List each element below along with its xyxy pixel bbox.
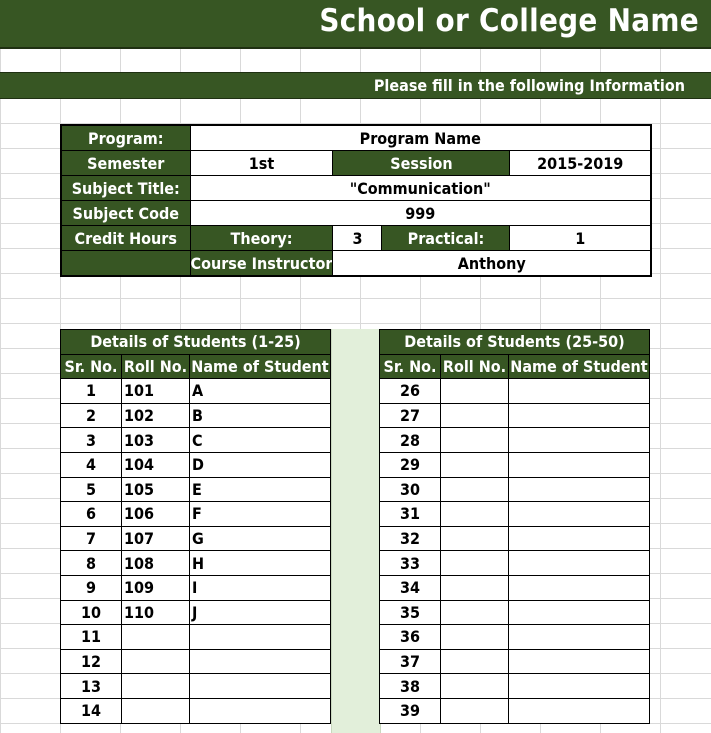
separator-column xyxy=(331,329,381,733)
left-cell-name[interactable]: J xyxy=(190,600,331,625)
right-cell-name[interactable] xyxy=(509,649,650,674)
right-cell-name[interactable] xyxy=(509,698,650,723)
semester-value[interactable]: 1st xyxy=(190,151,333,176)
right-cell-roll[interactable] xyxy=(441,526,509,551)
right-cell-name[interactable] xyxy=(509,403,650,428)
practical-label[interactable]: Practical: xyxy=(382,226,510,251)
left-cell-roll[interactable] xyxy=(122,698,190,723)
left-cell-roll[interactable]: 105 xyxy=(122,477,190,502)
left-cell-name[interactable] xyxy=(190,674,331,699)
program-label[interactable]: Program: xyxy=(61,125,190,151)
right-header-sr[interactable]: Sr. No. xyxy=(380,354,441,379)
left-cell-sr[interactable]: 13 xyxy=(61,674,122,699)
left-cell-roll[interactable]: 109 xyxy=(122,575,190,600)
right-cell-name[interactable] xyxy=(509,502,650,527)
right-header-name[interactable]: Name of Student xyxy=(509,354,650,379)
table-row xyxy=(380,477,650,502)
info-banner-text[interactable]: Please fill in the following Information xyxy=(373,76,685,95)
table-row xyxy=(380,428,650,453)
table-row xyxy=(380,600,650,625)
left-cell-name[interactable] xyxy=(190,649,331,674)
right-cell-name[interactable] xyxy=(509,575,650,600)
left-cell-sr[interactable]: 4 xyxy=(61,452,122,477)
right-cell-sr[interactable]: 34 xyxy=(380,575,441,600)
left-cell-sr[interactable]: 6 xyxy=(61,502,122,527)
right-cell-name[interactable] xyxy=(509,379,650,404)
practical-value[interactable]: 1 xyxy=(510,226,651,251)
right-cell-roll[interactable] xyxy=(441,698,509,723)
left-header-roll[interactable]: Roll No. xyxy=(122,354,190,379)
right-cell-roll[interactable] xyxy=(441,477,509,502)
right-cell-sr[interactable]: 26 xyxy=(380,379,441,404)
credit-hours-label[interactable]: Credit Hours xyxy=(61,226,190,251)
right-cell-sr[interactable]: 36 xyxy=(380,625,441,650)
right-cell-roll[interactable] xyxy=(441,600,509,625)
table-row xyxy=(380,551,650,576)
instructor-value[interactable]: Anthony xyxy=(333,251,651,277)
right-cell-roll[interactable] xyxy=(441,625,509,650)
semester-label[interactable]: Semester xyxy=(61,151,190,176)
table-row xyxy=(380,379,650,404)
right-cell-sr[interactable]: 38 xyxy=(380,674,441,699)
table-row xyxy=(61,526,331,551)
right-cell-sr[interactable]: 39 xyxy=(380,698,441,723)
left-cell-sr[interactable]: 10 xyxy=(61,600,122,625)
left-cell-roll[interactable]: 102 xyxy=(122,403,190,428)
instructor-label[interactable]: Course Instructor xyxy=(190,251,333,277)
right-cell-roll[interactable] xyxy=(441,674,509,699)
subject-code-value[interactable]: 999 xyxy=(190,201,651,226)
table-row xyxy=(380,403,650,428)
right-cell-sr[interactable]: 32 xyxy=(380,526,441,551)
table-row xyxy=(61,575,331,600)
program-value[interactable]: Program Name xyxy=(190,125,651,151)
table-row xyxy=(61,649,331,674)
left-cell-sr[interactable]: 8 xyxy=(61,551,122,576)
left-cell-roll[interactable]: 110 xyxy=(122,600,190,625)
left-cell-roll[interactable]: 106 xyxy=(122,502,190,527)
right-cell-name[interactable] xyxy=(509,625,650,650)
right-header-roll[interactable]: Roll No. xyxy=(441,354,509,379)
left-header-name[interactable]: Name of Student xyxy=(190,354,331,379)
left-cell-roll[interactable]: 108 xyxy=(122,551,190,576)
right-cell-roll[interactable] xyxy=(441,551,509,576)
left-cell-name[interactable]: F xyxy=(190,502,331,527)
left-cell-sr[interactable]: 7 xyxy=(61,526,122,551)
page-title[interactable]: School or College Name xyxy=(319,3,699,39)
table-row xyxy=(61,379,331,404)
students-table-left xyxy=(60,329,331,724)
left-cell-name[interactable]: I xyxy=(190,575,331,600)
title-banner xyxy=(0,0,711,49)
left-cell-sr[interactable]: 9 xyxy=(61,575,122,600)
left-cell-roll[interactable] xyxy=(122,674,190,699)
left-cell-name[interactable] xyxy=(190,698,331,723)
table-row xyxy=(61,551,331,576)
subject-title-value[interactable]: "Communication" xyxy=(190,176,651,201)
right-cell-name[interactable] xyxy=(509,600,650,625)
right-cell-sr[interactable]: 35 xyxy=(380,600,441,625)
session-label[interactable]: Session xyxy=(333,151,510,176)
right-table-title[interactable]: Details of Students (25-50) xyxy=(380,330,650,355)
left-cell-roll[interactable] xyxy=(122,625,190,650)
left-cell-sr[interactable]: 11 xyxy=(61,625,122,650)
table-row xyxy=(61,625,331,650)
table-row xyxy=(380,502,650,527)
table-row xyxy=(380,698,650,723)
table-row xyxy=(380,674,650,699)
right-cell-sr[interactable]: 29 xyxy=(380,452,441,477)
right-cell-sr[interactable]: 30 xyxy=(380,477,441,502)
left-cell-name[interactable]: A xyxy=(190,379,331,404)
table-row xyxy=(61,428,331,453)
right-cell-name[interactable] xyxy=(509,674,650,699)
left-cell-roll[interactable]: 107 xyxy=(122,526,190,551)
table-row xyxy=(61,502,331,527)
course-info-table xyxy=(60,124,652,277)
left-header-sr[interactable]: Sr. No. xyxy=(61,354,122,379)
right-cell-sr[interactable]: 37 xyxy=(380,649,441,674)
info-banner xyxy=(0,72,711,99)
left-cell-sr[interactable]: 2 xyxy=(61,403,122,428)
left-cell-sr[interactable]: 1 xyxy=(61,379,122,404)
left-cell-roll[interactable]: 103 xyxy=(122,428,190,453)
right-cell-name[interactable] xyxy=(509,452,650,477)
left-cell-name[interactable]: D xyxy=(190,452,331,477)
right-cell-roll[interactable] xyxy=(441,379,509,404)
left-cell-name[interactable]: B xyxy=(190,403,331,428)
right-cell-roll[interactable] xyxy=(441,403,509,428)
table-row xyxy=(61,600,331,625)
theory-label[interactable]: Theory: xyxy=(190,226,333,251)
left-cell-roll[interactable]: 104 xyxy=(122,452,190,477)
right-cell-roll[interactable] xyxy=(441,502,509,527)
right-cell-sr[interactable]: 28 xyxy=(380,428,441,453)
left-cell-name[interactable]: E xyxy=(190,477,331,502)
table-row xyxy=(61,477,331,502)
table-row xyxy=(61,698,331,723)
table-row xyxy=(380,452,650,477)
left-cell-sr[interactable]: 3 xyxy=(61,428,122,453)
left-table-title[interactable]: Details of Students (1-25) xyxy=(61,330,331,355)
table-row xyxy=(380,649,650,674)
right-cell-roll[interactable] xyxy=(441,428,509,453)
right-cell-sr[interactable]: 33 xyxy=(380,551,441,576)
left-cell-roll[interactable]: 101 xyxy=(122,379,190,404)
left-cell-sr[interactable]: 5 xyxy=(61,477,122,502)
left-cell-name[interactable]: G xyxy=(190,526,331,551)
table-row xyxy=(380,526,650,551)
right-cell-name[interactable] xyxy=(509,551,650,576)
right-cell-name[interactable] xyxy=(509,526,650,551)
right-cell-sr[interactable]: 31 xyxy=(380,502,441,527)
left-cell-sr[interactable]: 12 xyxy=(61,649,122,674)
left-cell-roll[interactable] xyxy=(122,649,190,674)
instructor-label-spacer[interactable] xyxy=(61,251,190,277)
session-value[interactable]: 2015-2019 xyxy=(510,151,651,176)
table-row xyxy=(61,403,331,428)
subject-code-label[interactable]: Subject Code xyxy=(61,201,190,226)
left-cell-name[interactable] xyxy=(190,625,331,650)
right-cell-roll[interactable] xyxy=(441,452,509,477)
students-table-right xyxy=(379,329,650,724)
table-row xyxy=(61,674,331,699)
table-row xyxy=(380,575,650,600)
left-cell-name[interactable]: H xyxy=(190,551,331,576)
table-row xyxy=(61,452,331,477)
left-cell-name[interactable]: C xyxy=(190,428,331,453)
right-cell-sr[interactable]: 27 xyxy=(380,403,441,428)
right-cell-roll[interactable] xyxy=(441,649,509,674)
right-cell-name[interactable] xyxy=(509,477,650,502)
theory-value[interactable]: 3 xyxy=(333,226,382,251)
table-row xyxy=(380,625,650,650)
left-cell-sr[interactable]: 14 xyxy=(61,698,122,723)
subject-title-label[interactable]: Subject Title: xyxy=(61,176,190,201)
right-cell-roll[interactable] xyxy=(441,575,509,600)
right-cell-name[interactable] xyxy=(509,428,650,453)
